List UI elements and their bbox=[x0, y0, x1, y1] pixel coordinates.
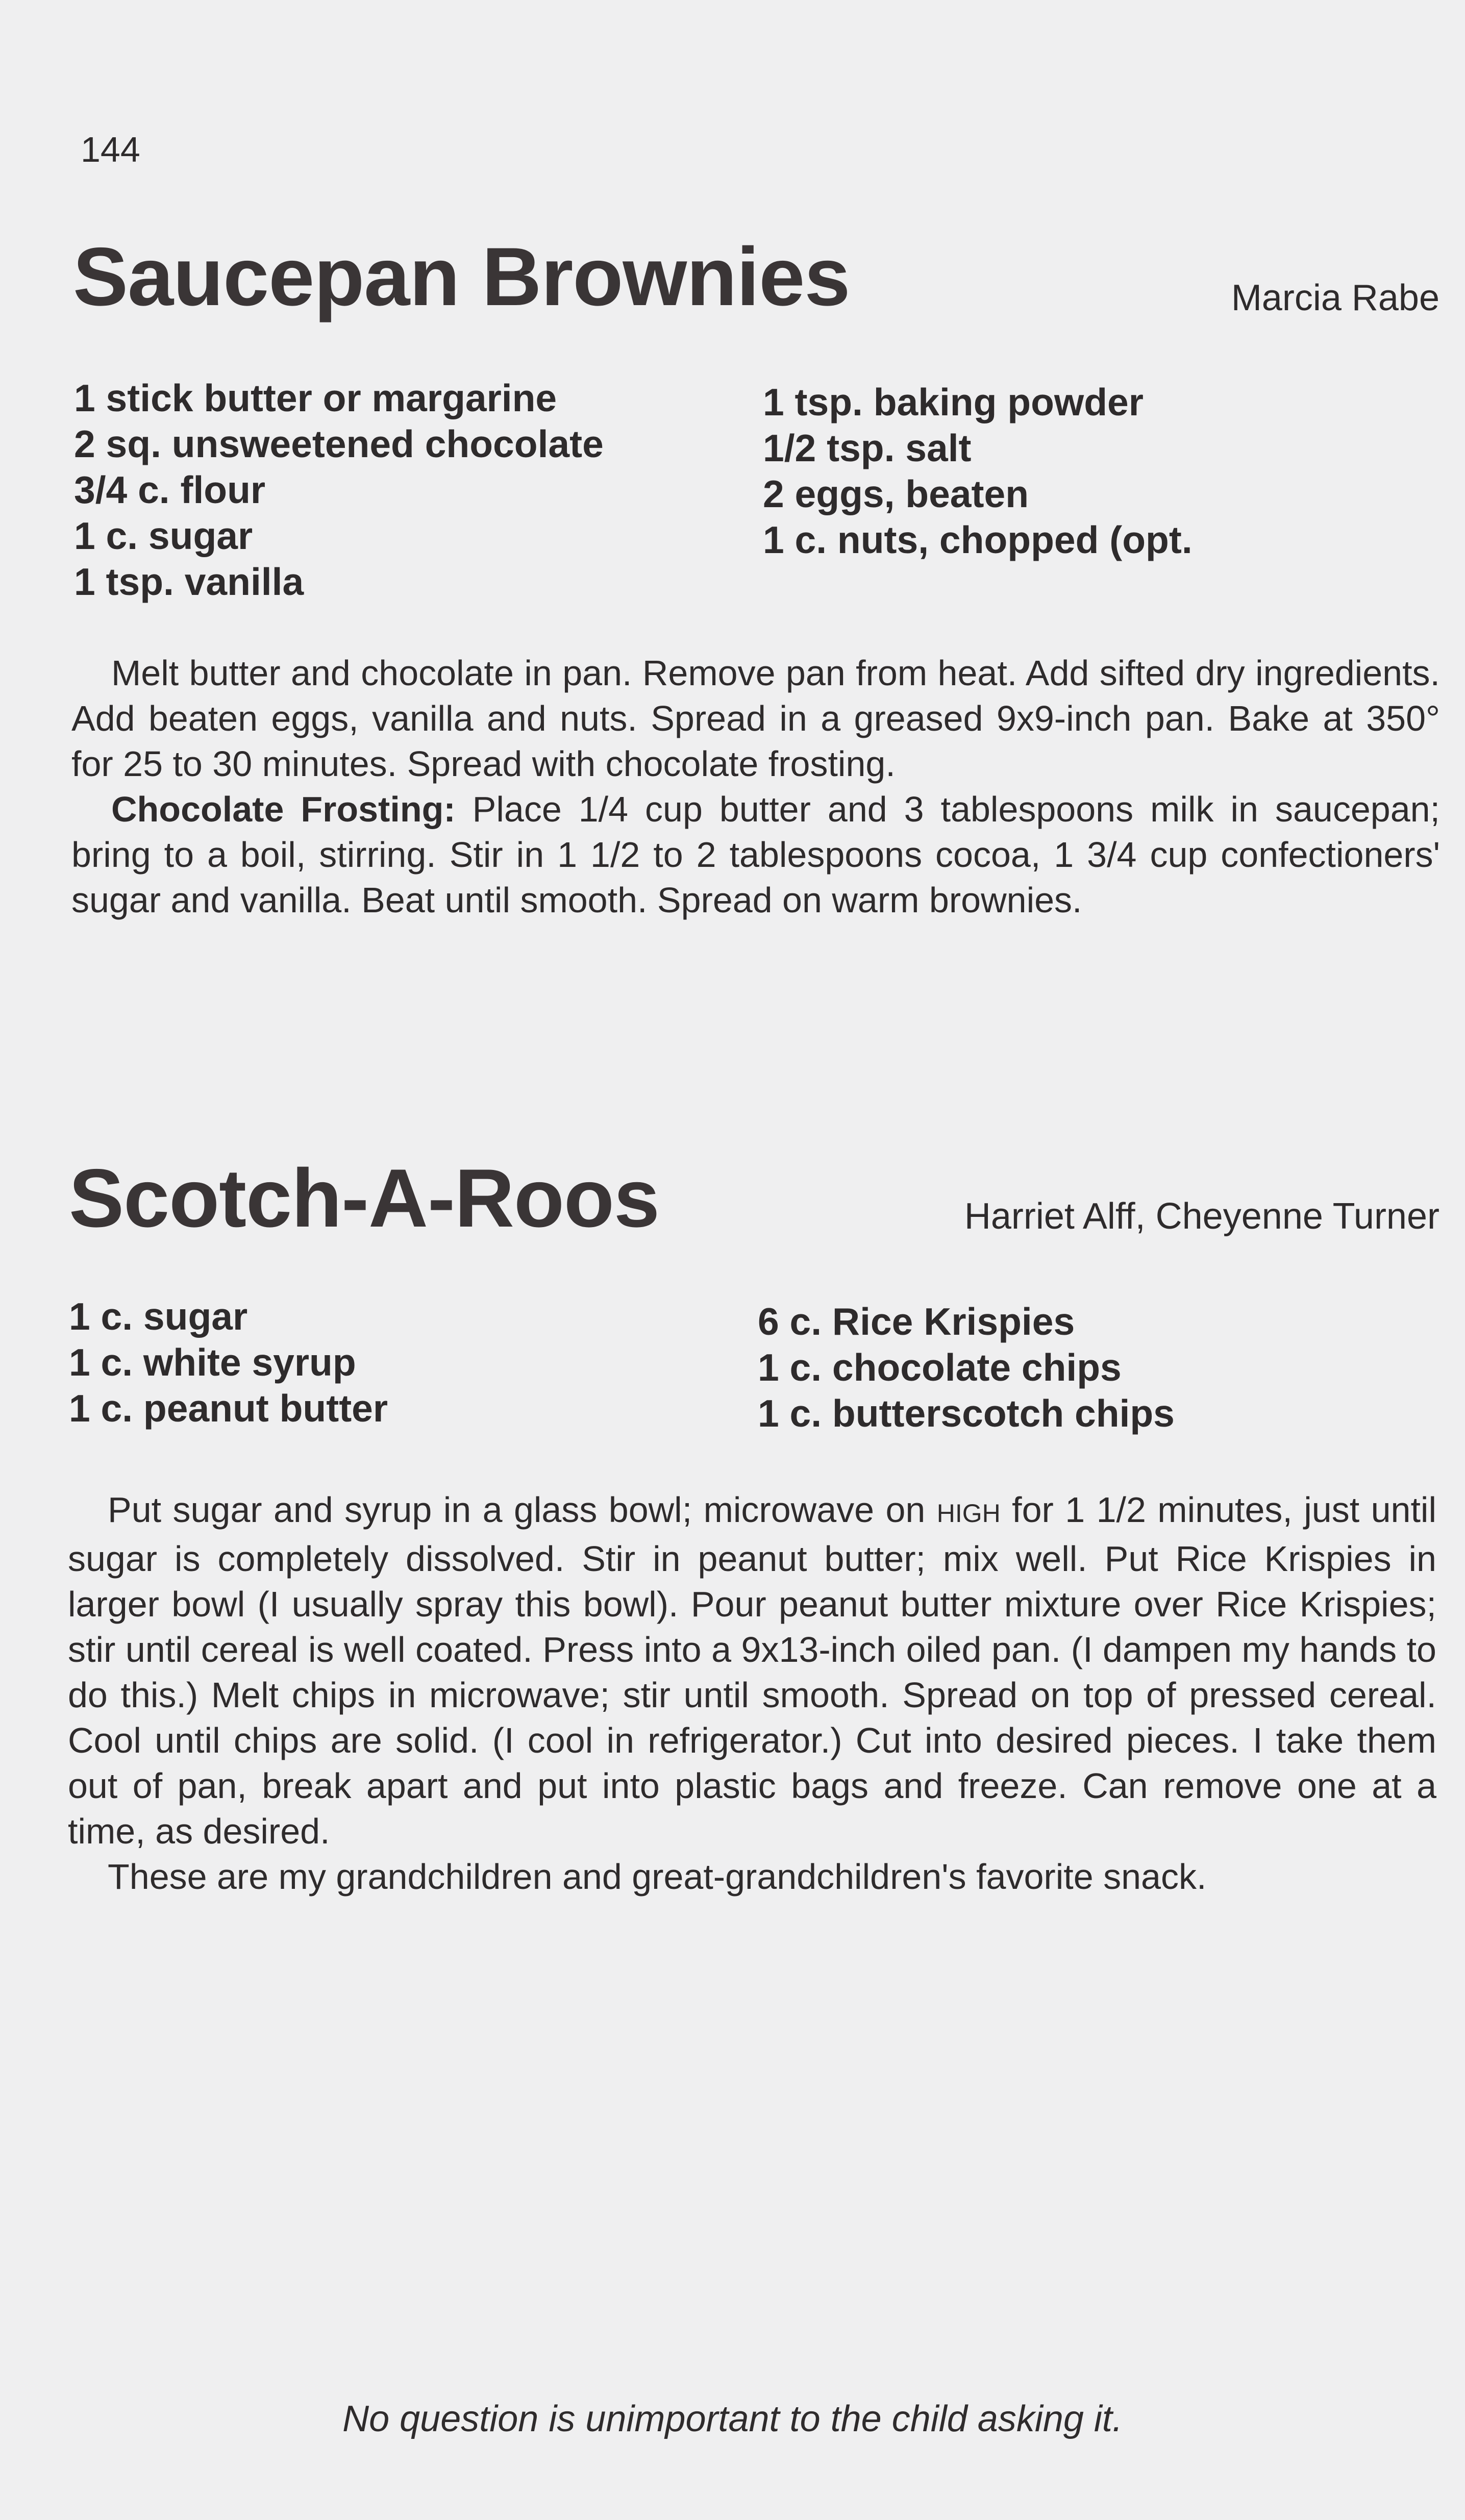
ingredients-left bbox=[74, 375, 604, 605]
ingredient: 3/4 c. flour bbox=[74, 468, 266, 511]
footer-quote: No question is unimportant to the child asking it. bbox=[342, 2399, 1123, 2439]
ingredient: 2 eggs, beaten bbox=[763, 472, 1029, 515]
ingredient: 2 sq. unsweetened chocolate bbox=[74, 422, 604, 465]
ingredients-right bbox=[758, 1299, 1175, 1436]
ingredients-left bbox=[69, 1293, 388, 1431]
frosting-text: Place 1/4 cup butter and 3 tablespoons milk in saucepan; bring to a boil, stirring. Stir in 1 1/2 to 2 tablespoons cocoa, 1 3/4 cup confectioners' sugar and vanilla. Beat until smooth. Spread on warm brownies. bbox=[71, 789, 1440, 920]
ingredient: 1 c. chocolate chips bbox=[758, 1346, 1122, 1389]
ingredient: 6 c. Rice Krispies bbox=[758, 1300, 1075, 1343]
frosting-paragraph bbox=[71, 787, 1440, 923]
directions bbox=[71, 651, 1440, 923]
ingredient: 1 tsp. baking powder bbox=[763, 381, 1144, 423]
ingredients-right bbox=[763, 379, 1193, 563]
recipe-author: Harriet Alff, Cheyenne Turner bbox=[964, 1196, 1439, 1237]
page-number: 144 bbox=[81, 130, 140, 169]
recipe-author: Marcia Rabe bbox=[1231, 278, 1439, 318]
recipe-title: Scotch-A-Roos bbox=[69, 1152, 659, 1244]
ingredient: 1 stick butter or margarine bbox=[74, 377, 557, 419]
ingredient: 1 c. peanut butter bbox=[69, 1387, 388, 1430]
ingredient: 1 tsp. vanilla bbox=[74, 560, 304, 603]
recipe-title: Saucepan Brownies bbox=[73, 231, 850, 323]
ingredient: 1 c. sugar bbox=[69, 1295, 248, 1338]
directions-text bbox=[68, 1487, 1436, 1854]
power-setting: HIGH bbox=[936, 1499, 1001, 1528]
directions-text: Melt butter and chocolate in pan. Remove pan from heat. Add sifted dry ingredients. Add beaten eggs, vanilla and nuts. Spread in a greased 9x9-inch pan. Bake at 350° for 25 to 30 minutes. Spread with chocolate frosting. bbox=[71, 653, 1440, 784]
recipe-note: These are my grandchildren and great-grandchildren's favorite snack. bbox=[108, 1857, 1207, 1897]
directions bbox=[68, 1487, 1436, 1900]
directions-rest: for 1 1/2 minutes, just until sugar is completely dissolved. Stir in peanut butter; mix well. Put Rice Krispies in larger bowl (I usually spray this bowl). Pour peanut butter mixture over Rice Krispies; stir until cereal is well coated. Press into a 9x13-inch oiled pan. (I dampen my hands to do this.) Melt chips in microwave; stir until smooth. Spread on top of pressed cereal. Cool until chips are solid. (I cool in refrigerator.) Cut into desired pieces. I take them out of pan, break apart and put into plastic bags and freeze. Can remove one at a time, as desired. bbox=[68, 1490, 1436, 1851]
directions-start: Put sugar and syrup in a glass bowl; microwave on bbox=[108, 1490, 926, 1530]
ingredient: 1 c. white syrup bbox=[69, 1341, 356, 1384]
ingredient: 1 c. nuts, chopped (opt. bbox=[763, 518, 1193, 561]
ingredient: 1/2 tsp. salt bbox=[763, 427, 972, 469]
ingredient: 1 c. butterscotch chips bbox=[758, 1392, 1175, 1435]
frosting-label: Chocolate Frosting: bbox=[111, 789, 456, 829]
ingredient: 1 c. sugar bbox=[74, 514, 253, 557]
